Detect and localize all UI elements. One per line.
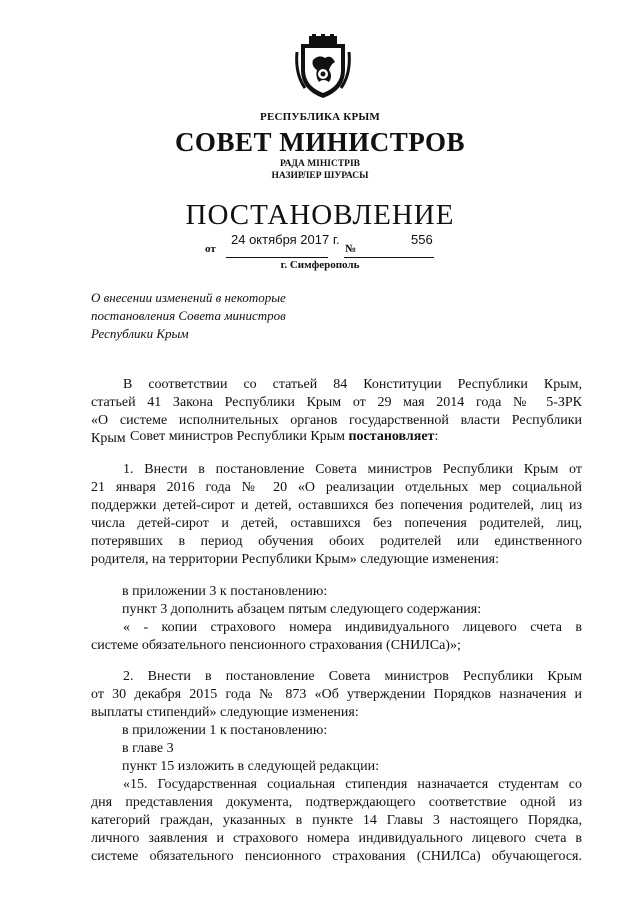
rada-heading: РАДА МІНІСТРІВ bbox=[279, 159, 360, 169]
item-2-sub-2: в главе 3 bbox=[122, 741, 174, 756]
paragraph-line: от 30 декабря 2015 года № 873 «Об утверждении Порядков назначения и bbox=[91, 687, 582, 702]
paragraph-line: потерявших в период обучения обоих родителей или единственного bbox=[91, 534, 582, 549]
resolves-verb: постановляет bbox=[348, 429, 435, 444]
item-2-sub-3: пункт 15 изложить в следующей редакции: bbox=[122, 759, 379, 774]
document-type-title: ПОСТАНОВЛЕНИЕ bbox=[185, 199, 455, 231]
paragraph-line: Крым bbox=[91, 431, 126, 446]
date-prefix: от bbox=[205, 243, 216, 255]
decree-number: 556 bbox=[411, 232, 433, 247]
paragraph-line: В соответствии со статьей 84 Конституции Республики Крым, bbox=[123, 377, 582, 392]
resolves-colon: : bbox=[434, 429, 439, 444]
paragraph-line: личного заявления и страхового номера индивидуального лицевого счета в bbox=[91, 831, 582, 846]
paragraph-line: « - копии страхового номера индивидуального лицевого счета в bbox=[123, 620, 582, 635]
number-underline bbox=[344, 257, 434, 258]
paragraph-line: 1. Внести в постановление Совета министров Республики Крым от bbox=[123, 462, 582, 477]
resolves-line bbox=[130, 428, 621, 446]
item-2-quote bbox=[91, 776, 582, 866]
paragraph-line: дня представления документа, подтверждающего соответствие одной из bbox=[91, 795, 582, 810]
subject-line: Республики Крым bbox=[91, 326, 189, 341]
paragraph-line: «15. Государственная социальная стипендия назначается студентам со bbox=[123, 777, 582, 792]
item-2-paragraph bbox=[91, 668, 582, 722]
decree-date: 24 октября 2017 г. bbox=[231, 232, 340, 247]
paragraph-line: системе обязательного пенсионного страхования (СНИЛСа) обучающегося. bbox=[91, 849, 582, 864]
item-2-sub-1: в приложении 1 к постановлению: bbox=[122, 723, 328, 738]
crimea-coat-of-arms-emblem bbox=[295, 34, 351, 100]
decree-subject bbox=[91, 289, 286, 343]
paragraph-line: системе обязательного пенсионного страхования (СНИЛСа)»; bbox=[91, 638, 461, 653]
city-line: г. Симферополь bbox=[280, 259, 360, 271]
paragraph-line: родителя, на территории Республики Крым» следующие изменения: bbox=[91, 552, 499, 567]
item-1-sub-3 bbox=[91, 619, 582, 655]
item-1-paragraph bbox=[91, 461, 582, 569]
paragraph-line: выплаты стипендий» следующие изменения: bbox=[91, 705, 359, 720]
nazirler-heading: НАЗИРЛЕР ШУРАСЫ bbox=[271, 171, 369, 181]
paragraph-line: 2. Внести в постановление Совета министров Республики Крым bbox=[123, 669, 582, 684]
number-prefix: № bbox=[345, 243, 357, 255]
republic-heading: РЕСПУБЛИКА КРЫМ bbox=[260, 111, 380, 123]
paragraph-line: числа детей-сирот и детей, оставшихся без попечения родителей, лиц, bbox=[91, 516, 582, 531]
paragraph-line: поддержки детей-сирот и детей, оставшихся без попечения родителей, лиц из bbox=[91, 498, 582, 513]
paragraph-line: 21 января 2016 года № 20 «О реализации отдельных мер социальной bbox=[91, 480, 582, 495]
paragraph-line: статьей 41 Закона Республики Крым от 29 мая 2014 года № 5-ЗРК bbox=[91, 395, 582, 410]
date-underline bbox=[226, 257, 328, 258]
item-1-sub-1: в приложении 3 к постановлению: bbox=[122, 584, 328, 599]
subject-line: постановления Совета министров bbox=[91, 308, 286, 323]
resolves-text: Совет министров Республики Крым bbox=[130, 429, 349, 444]
subject-line: О внесении изменений в некоторые bbox=[91, 290, 286, 305]
paragraph-line: категорий граждан, указанных в пункте 14 Главы 3 настоящего Порядка, bbox=[91, 813, 582, 828]
council-heading: СОВЕТ МИНИСТРОВ bbox=[174, 127, 466, 157]
item-1-sub-2: пункт 3 дополнить абзацем пятым следующего содержания: bbox=[122, 602, 482, 617]
paragraph-line: «О системе исполнительных органов государственной власти Республики bbox=[91, 413, 582, 428]
